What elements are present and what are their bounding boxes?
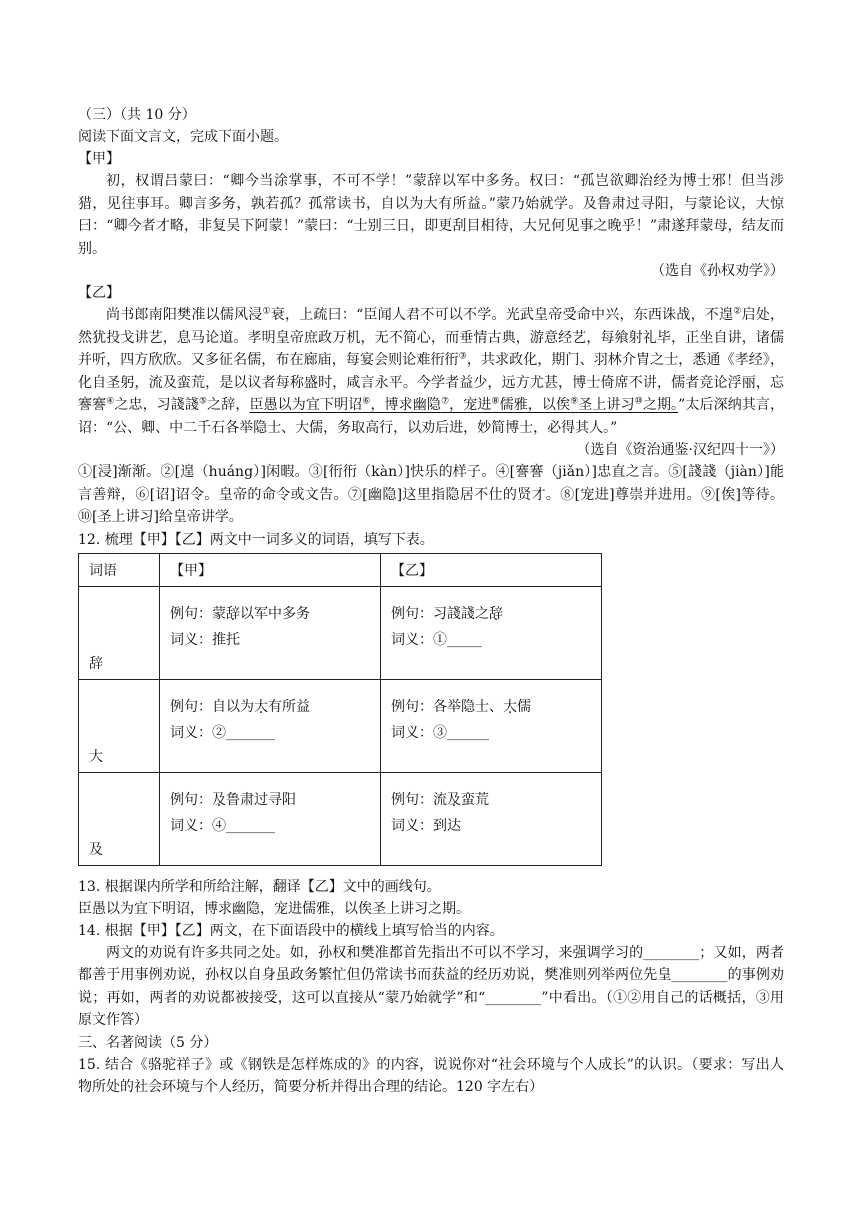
yi-cell xyxy=(381,586,602,679)
note-mark: ⑨ xyxy=(570,396,579,407)
note-mark: ⑦ xyxy=(440,396,450,407)
dotted-word: 及 xyxy=(212,791,226,808)
u-text: 臣愚以为宜下明诏 xyxy=(249,397,363,413)
ex-text: 例句：自以为 xyxy=(170,698,254,715)
annotations: ①[浸]渐渐。②[遑（huáng）]闲暇。③[衎衎（kàn）]快乐的样子。④[謇謇（jiǎn）]忠直之言。⑤[諓諓（jiàn）]能言善辩，⑥[诏]诏令。皇帝的命令或文告。⑦[幽隐]这里指隐居不仕的贤才。⑧[宠进]尊崇并进用。⑨[俟]等待。⑩[圣上讲习]给皇帝讲学。 xyxy=(78,464,784,525)
jia-cell xyxy=(160,586,381,679)
note-mark: ⑧ xyxy=(491,396,500,407)
yi-text: 之辞， xyxy=(207,397,250,413)
u-text: ，宠进 xyxy=(449,397,492,413)
q13-sentence: 臣愚以为宜下明诏，博求幽隐，宠进儒雅，以俟圣上讲习之期。 xyxy=(78,900,470,917)
polysemy-table xyxy=(78,553,602,866)
meaning-blank[interactable]: 词义：①_____ xyxy=(391,631,482,648)
word-cell: 大 xyxy=(79,679,160,772)
question-15: 15. 结合《骆驼祥子》或《钢铁是怎样炼成的》的内容，说说你对“社会环境与个人成长”的认识。（要求：写出人物所处的社会环境与个人经历，简要分析并得出合理的结论。120 字左右） xyxy=(78,1056,784,1095)
note-mark: ⑥ xyxy=(362,396,371,407)
jia-passage: 初，权谓吕蒙曰：“卿今当涂掌事，不可不学！”蒙辞以军中多务。权曰：“孤岂欲卿治经为博士邪！但当涉猎，见往事耳。卿言多务，孰若孤？孤常读书，自以为大有所益。”蒙乃始就学。及鲁肃过寻阳，与蒙论议，大惊曰：“卿今者才略，非复吴下阿蒙！”蒙曰：“士别三日，即更刮目相待，大兄何见事之晚乎！”肃遂拜蒙母，结友而别。 xyxy=(78,173,784,257)
section-heading: 三、名著阅读（5 分） xyxy=(78,1034,218,1051)
u-text: 儒雅，以俟 xyxy=(499,397,571,413)
meaning: 词义：推托 xyxy=(170,631,240,648)
question-14: 14. 根据【甲】【乙】两文，在下面语段中的横线上填写恰当的内容。 xyxy=(78,922,504,939)
word-cell: 及 xyxy=(79,772,160,865)
yi-text: 之忠，习諓諓 xyxy=(114,397,199,413)
note-mark: ⑩ xyxy=(634,396,643,407)
table-row xyxy=(79,772,602,865)
note-mark: ② xyxy=(733,306,742,317)
example xyxy=(391,694,601,720)
yi-text: ，共求政化，期门、羽林介胄之士，悉通《孝经》，化自圣躬，流及蛮荒，是以议者每称盛时，咸言永平。今学者益少，远方尤甚，博士倚席不讲，儒者竞论浮丽，忘謇謇 xyxy=(78,352,784,413)
yi-text: 启处，然犹投戈讲艺，息马论道。孝明皇帝庶政万机，无不简心，而垂情古典，游意经艺，每飨射礼毕，正坐自讲，诸儒并听，四方欣欣。又多征名儒，布在廊庙，每宴会则论难衎衎 xyxy=(78,307,785,368)
u-text: ，博求幽隐 xyxy=(370,397,441,413)
underlined-sentence xyxy=(249,397,678,413)
header-jia: 【甲】 xyxy=(160,553,381,586)
yi-text: ”太后深纳其言，诏：“公、卿、中二千石各举隐士、大儒，务取高行，以劝后进，妙简博士，必得其人。” xyxy=(78,397,785,436)
ex-text: 例句：流 xyxy=(391,791,447,808)
note-mark: ④ xyxy=(106,396,115,407)
yi-source: （选自《资治通鉴·汉纪四十一》） xyxy=(576,442,784,458)
jia-source: （选自《孙权劝学》） xyxy=(651,263,784,279)
table-header-row xyxy=(79,553,602,586)
ex-text: 例句： xyxy=(170,791,212,808)
example xyxy=(391,787,601,813)
yi-passage xyxy=(78,304,784,439)
yi-text: 衰，上疏曰：“臣闻人君不可以不学。光武皇帝受命中兴，东西诛战，不遑 xyxy=(270,307,734,323)
example xyxy=(391,601,601,627)
note-mark: ③ xyxy=(458,351,467,362)
ex-text: 例句：各举隐士、 xyxy=(391,698,503,715)
note-mark: ⑤ xyxy=(198,396,208,407)
jia-label: 【甲】 xyxy=(78,151,120,167)
dotted-word: 辞 xyxy=(489,605,503,622)
meaning-blank[interactable]: 词义：③______ xyxy=(391,724,489,741)
example xyxy=(170,694,380,720)
ex-text: 有所益 xyxy=(268,698,310,715)
example xyxy=(170,787,380,813)
dotted-word: 大 xyxy=(254,698,268,715)
meaning-blank[interactable]: 词义：②_______ xyxy=(170,724,275,741)
yi-text: 尚书郎南阳樊准以儒风浸 xyxy=(106,307,263,323)
yi-label: 【乙】 xyxy=(78,285,120,301)
section-heading: （三）（共 10 分） xyxy=(78,107,196,123)
dotted-word: 及 xyxy=(447,791,461,808)
dotted-word: 大 xyxy=(503,698,517,715)
header-word: 词语 xyxy=(79,553,160,586)
ex-text: 以军中多务 xyxy=(240,605,310,622)
question-13: 13. 根据课内所学和所给注解，翻译【乙】文中的画线句。 xyxy=(78,878,441,895)
meaning-blank[interactable]: 词义：④_______ xyxy=(170,817,275,834)
note-mark: ① xyxy=(262,306,271,317)
dotted-word: 辞 xyxy=(226,605,240,622)
header-yi: 【乙】 xyxy=(381,553,602,586)
meaning: 词义：到达 xyxy=(391,817,461,834)
example xyxy=(170,601,380,627)
word-cell: 辞 xyxy=(79,586,160,679)
jia-cell xyxy=(160,772,381,865)
ex-text: 鲁肃过寻阳 xyxy=(226,791,296,808)
ex-text: 例句：蒙 xyxy=(170,605,226,622)
table-row xyxy=(79,679,602,772)
u-text: 之期。 xyxy=(642,397,679,413)
u-text: 圣上讲习 xyxy=(578,397,635,413)
yi-cell xyxy=(381,772,602,865)
exam-page xyxy=(78,104,784,1099)
table-row xyxy=(79,586,602,679)
yi-cell xyxy=(381,679,602,772)
ex-text: 儒 xyxy=(517,698,531,715)
instruction: 阅读下面文言文，完成下面小题。 xyxy=(78,129,288,145)
ex-text: 例句：习諓諓之 xyxy=(391,605,489,622)
q14-text: 两文的劝说有许多共同之处。如，孙权和樊准都首先指出不可以不学习，来强调学习的________；又如，两者都善于用事例劝说，孙权以自身虽政务繁忙但仍常读书而获益的经历劝说，樊准则列举两位先皇________的事例劝说；再如，两者的劝说都被接受，这可以直接从“蒙乃始就学”和“________”中看出。（①②用自己的话概括，③用原文作答） xyxy=(78,944,784,1028)
question-12: 12. 梳理【甲】【乙】两文中一词多义的词语，填写下表。 xyxy=(78,531,434,548)
ex-text: 蛮荒 xyxy=(461,791,489,808)
jia-cell xyxy=(160,679,381,772)
